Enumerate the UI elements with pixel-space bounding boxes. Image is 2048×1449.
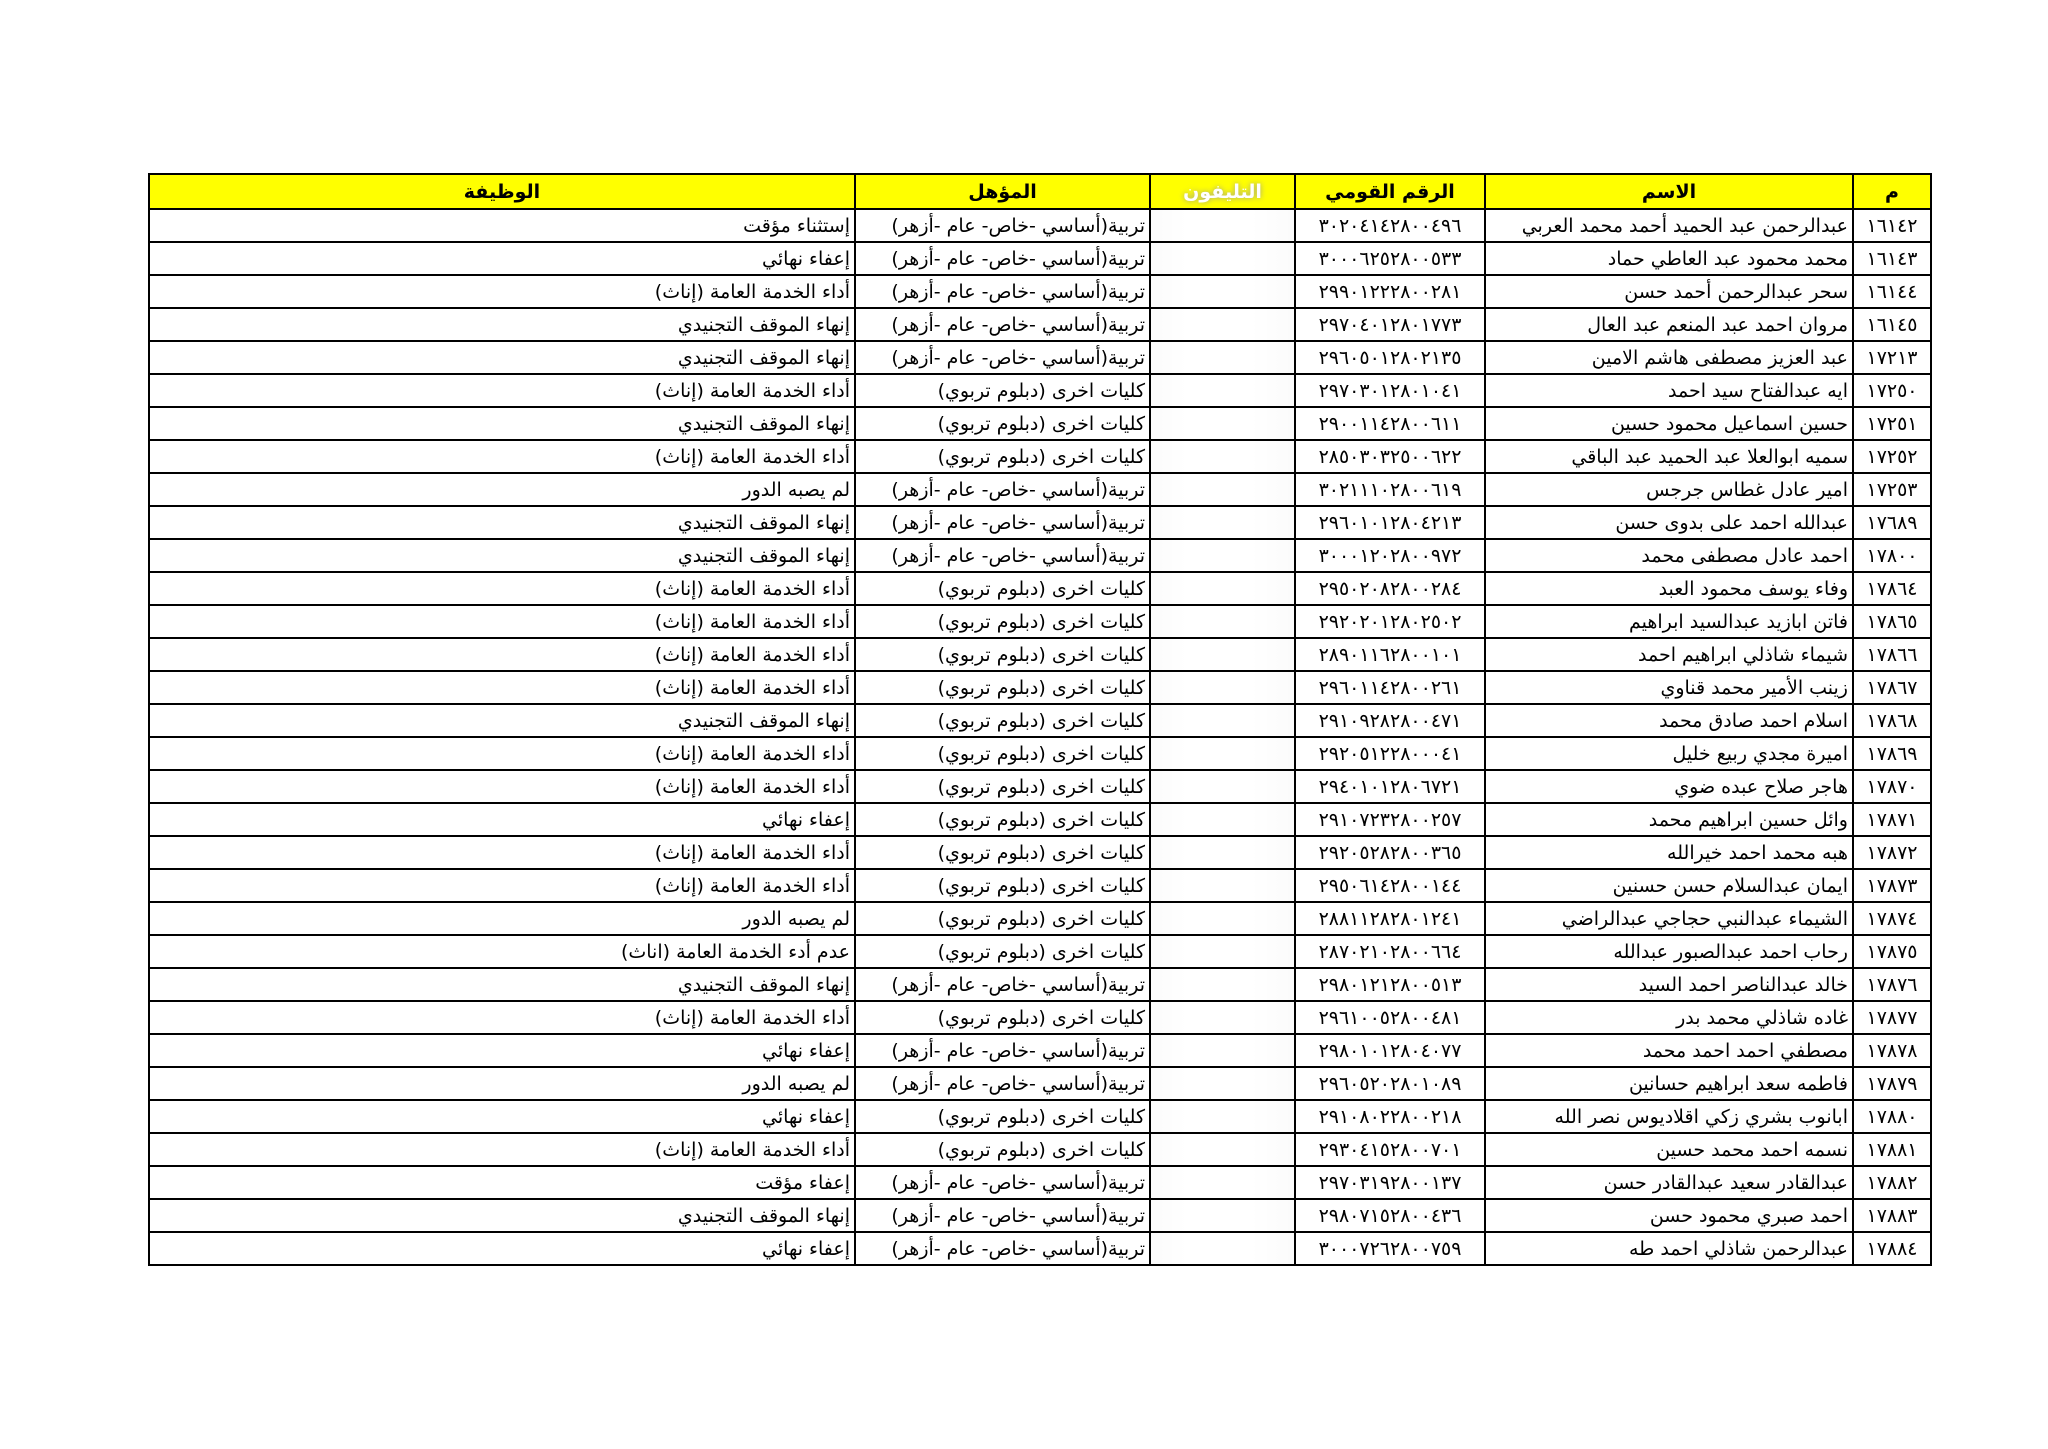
redaction-mask: [1151, 375, 1294, 406]
cell-phone-redacted: [1150, 605, 1295, 638]
redaction-mask: [1151, 738, 1294, 769]
table-row: [149, 1067, 1931, 1100]
cell-national-id: ٢٩٦٠٥٠١٢٨٠٢١٣٥: [1295, 341, 1485, 374]
redaction-mask: [1151, 1101, 1294, 1132]
cell-job: إنهاء الموقف التجنيدي: [149, 407, 855, 440]
cell-name: ابانوب بشري زكي اقلاديوس نصر الله: [1485, 1100, 1853, 1133]
cell-index: ١٧٨٧٨: [1853, 1034, 1931, 1067]
table-row: [149, 869, 1931, 902]
redaction-mask: [1151, 936, 1294, 967]
cell-job: إنهاء الموقف التجنيدي: [149, 968, 855, 1001]
cell-national-id: ٢٩٤٠١٠١٢٨٠٦٧٢١: [1295, 770, 1485, 803]
table-row: [149, 407, 1931, 440]
cell-national-id: ٢٩٨٠١٠١٢٨٠٤٠٧٧: [1295, 1034, 1485, 1067]
cell-job: أداء الخدمة العامة (إناث): [149, 770, 855, 803]
redaction-mask: [1151, 1233, 1294, 1264]
cell-job: لم يصبه الدور: [149, 1067, 855, 1100]
cell-name: فاتن ابازيد عبدالسيد ابراهيم: [1485, 605, 1853, 638]
redaction-mask: [1151, 672, 1294, 703]
col-header-national-id: الرقم القومي: [1295, 174, 1485, 209]
cell-phone-redacted: [1150, 902, 1295, 935]
redaction-mask: [1151, 1035, 1294, 1066]
col-header-phone: [1150, 174, 1295, 209]
cell-phone-redacted: [1150, 1199, 1295, 1232]
table-row: [149, 506, 1931, 539]
cell-index: ١٧٨٧٥: [1853, 935, 1931, 968]
cell-phone-redacted: [1150, 440, 1295, 473]
cell-name: مصطفي احمد احمد محمد: [1485, 1034, 1853, 1067]
cell-job: عدم أدء الخدمة العامة (اناث): [149, 935, 855, 968]
cell-national-id: ٢٩٦٠١٠١٢٨٠٤٢١٣: [1295, 506, 1485, 539]
cell-qualification: تربية(أساسي -خاص- عام -أزهر): [855, 209, 1150, 242]
cell-name: ايمان عبدالسلام حسن حسنين: [1485, 869, 1853, 902]
cell-name: وفاء يوسف محمود العبد: [1485, 572, 1853, 605]
cell-phone-redacted: [1150, 209, 1295, 242]
cell-name: الشيماء عبدالنبي حجاجي عبدالراضي: [1485, 902, 1853, 935]
cell-index: ١٧٨٧٦: [1853, 968, 1931, 1001]
cell-index: ١٧٨٦٧: [1853, 671, 1931, 704]
cell-name: احمد صبري محمود حسن: [1485, 1199, 1853, 1232]
cell-job: أداء الخدمة العامة (إناث): [149, 671, 855, 704]
cell-job: أداء الخدمة العامة (إناث): [149, 275, 855, 308]
redaction-mask: [1151, 1002, 1294, 1033]
cell-index: ١٧٨٧٢: [1853, 836, 1931, 869]
redaction-mask: [1151, 1167, 1294, 1198]
table-row: [149, 341, 1931, 374]
cell-national-id: ٢٩٨٠١٢١٢٨٠٠٥١٣: [1295, 968, 1485, 1001]
cell-name: محمد محمود عبد العاطي حماد: [1485, 242, 1853, 275]
cell-job: إعفاء نهائي: [149, 242, 855, 275]
cell-phone-redacted: [1150, 836, 1295, 869]
cell-national-id: ٢٩٣٠٤١٥٢٨٠٠٧٠١: [1295, 1133, 1485, 1166]
cell-qualification: تربية(أساسي -خاص- عام -أزهر): [855, 539, 1150, 572]
cell-job: أداء الخدمة العامة (إناث): [149, 638, 855, 671]
cell-national-id: ٢٩٢٠٥١٢٢٨٠٠٠٤١: [1295, 737, 1485, 770]
cell-name: غاده شاذلي محمد بدر: [1485, 1001, 1853, 1034]
cell-qualification: كليات اخرى (دبلوم تربوي): [855, 1100, 1150, 1133]
redaction-mask: [1151, 309, 1294, 340]
table-row: [149, 638, 1931, 671]
cell-job: إنهاء الموقف التجنيدي: [149, 704, 855, 737]
phone-header-label: التليفون: [1183, 180, 1262, 203]
cell-qualification: كليات اخرى (دبلوم تربوي): [855, 869, 1150, 902]
cell-national-id: ٣٠٠٠٧٢٦٢٨٠٠٧٥٩: [1295, 1232, 1485, 1265]
redaction-mask: [1151, 408, 1294, 439]
cell-national-id: ٢٩١٠٧٢٣٢٨٠٠٢٥٧: [1295, 803, 1485, 836]
cell-index: ١٧٨٧٧: [1853, 1001, 1931, 1034]
cell-qualification: تربية(أساسي -خاص- عام -أزهر): [855, 473, 1150, 506]
cell-index: ١٧٨٧٠: [1853, 770, 1931, 803]
cell-national-id: ٢٨٧٠٢١٠٢٨٠٠٦٦٤: [1295, 935, 1485, 968]
cell-national-id: ٣٠٢٠٤١٤٢٨٠٠٤٩٦: [1295, 209, 1485, 242]
records-table: [148, 173, 1932, 1266]
redaction-mask: [1151, 573, 1294, 604]
cell-national-id: ٢٩٧٠٣٠١٢٨٠١٠٤١: [1295, 374, 1485, 407]
cell-job: إعفاء نهائي: [149, 803, 855, 836]
cell-qualification: تربية(أساسي -خاص- عام -أزهر): [855, 308, 1150, 341]
cell-index: ١٧٢٥٢: [1853, 440, 1931, 473]
redaction-mask: [1151, 441, 1294, 472]
cell-qualification: كليات اخرى (دبلوم تربوي): [855, 704, 1150, 737]
cell-phone-redacted: [1150, 968, 1295, 1001]
table-row: [149, 209, 1931, 242]
cell-qualification: كليات اخرى (دبلوم تربوي): [855, 407, 1150, 440]
cell-qualification: تربية(أساسي -خاص- عام -أزهر): [855, 968, 1150, 1001]
cell-phone-redacted: [1150, 1100, 1295, 1133]
redaction-mask: [1151, 1200, 1294, 1231]
cell-job: لم يصبه الدور: [149, 902, 855, 935]
cell-job: إعفاء نهائي: [149, 1100, 855, 1133]
cell-name: سميه ابوالعلا عبد الحميد عبد الباقي: [1485, 440, 1853, 473]
cell-national-id: ٢٩٢٠٢٠١٢٨٠٢٥٠٢: [1295, 605, 1485, 638]
cell-job: أداء الخدمة العامة (إناث): [149, 440, 855, 473]
cell-name: اسلام احمد صادق محمد: [1485, 704, 1853, 737]
cell-qualification: كليات اخرى (دبلوم تربوي): [855, 638, 1150, 671]
cell-national-id: ٢٩٥٠٢٠٨٢٨٠٠٢٨٤: [1295, 572, 1485, 605]
cell-national-id: ٢٨٨١١٢٨٢٨٠١٢٤١: [1295, 902, 1485, 935]
cell-index: ١٦١٤٤: [1853, 275, 1931, 308]
table-row: [149, 770, 1931, 803]
table-row: [149, 1232, 1931, 1265]
cell-index: ١٦١٤٥: [1853, 308, 1931, 341]
cell-name: خالد عبدالناصر احمد السيد: [1485, 968, 1853, 1001]
table-row: [149, 1100, 1931, 1133]
cell-qualification: كليات اخرى (دبلوم تربوي): [855, 935, 1150, 968]
cell-index: ١٧٢١٣: [1853, 341, 1931, 374]
table-row: [149, 473, 1931, 506]
cell-job: إستثناء مؤقت: [149, 209, 855, 242]
cell-qualification: كليات اخرى (دبلوم تربوي): [855, 737, 1150, 770]
cell-national-id: ٢٩١٠٩٢٨٢٨٠٠٤٧١: [1295, 704, 1485, 737]
cell-job: إنهاء الموقف التجنيدي: [149, 506, 855, 539]
redaction-mask: [1151, 243, 1294, 274]
redaction-mask: [1151, 474, 1294, 505]
cell-name: نسمه احمد محمد حسين: [1485, 1133, 1853, 1166]
cell-national-id: ٢٩٠٠١١٤٢٨٠٠٦١١: [1295, 407, 1485, 440]
cell-job: أداء الخدمة العامة (إناث): [149, 836, 855, 869]
cell-index: ١٧٨٧٤: [1853, 902, 1931, 935]
cell-index: ١٧٢٥١: [1853, 407, 1931, 440]
cell-job: أداء الخدمة العامة (إناث): [149, 605, 855, 638]
cell-phone-redacted: [1150, 1067, 1295, 1100]
cell-qualification: كليات اخرى (دبلوم تربوي): [855, 770, 1150, 803]
cell-index: ١٧٨٠٠: [1853, 539, 1931, 572]
cell-phone-redacted: [1150, 737, 1295, 770]
table-row: [149, 704, 1931, 737]
cell-index: ١٧٨٧١: [1853, 803, 1931, 836]
cell-name: عبد العزيز مصطفى هاشم الامين: [1485, 341, 1853, 374]
cell-job: إعفاء نهائي: [149, 1232, 855, 1265]
cell-job: لم يصبه الدور: [149, 473, 855, 506]
cell-name: ايه عبدالفتاح سيد احمد: [1485, 374, 1853, 407]
cell-index: ١٧٨٦٩: [1853, 737, 1931, 770]
redaction-mask: [1151, 969, 1294, 1000]
cell-qualification: تربية(أساسي -خاص- عام -أزهر): [855, 1034, 1150, 1067]
col-header-index: م: [1853, 174, 1931, 209]
cell-job: أداء الخدمة العامة (إناث): [149, 572, 855, 605]
cell-phone-redacted: [1150, 1166, 1295, 1199]
cell-job: إنهاء الموقف التجنيدي: [149, 1199, 855, 1232]
cell-job: إنهاء الموقف التجنيدي: [149, 539, 855, 572]
table-row: [149, 1001, 1931, 1034]
cell-phone-redacted: [1150, 1232, 1295, 1265]
cell-index: ١٧٨٦٥: [1853, 605, 1931, 638]
cell-name: سحر عبدالرحمن أحمد حسن: [1485, 275, 1853, 308]
cell-job: أداء الخدمة العامة (إناث): [149, 1133, 855, 1166]
cell-name: زينب الأمير محمد قناوي: [1485, 671, 1853, 704]
table-row: [149, 836, 1931, 869]
cell-qualification: كليات اخرى (دبلوم تربوي): [855, 803, 1150, 836]
table-body: [149, 209, 1931, 1265]
cell-qualification: كليات اخرى (دبلوم تربوي): [855, 572, 1150, 605]
cell-index: ١٧٨٦٦: [1853, 638, 1931, 671]
cell-index: ١٦١٤٣: [1853, 242, 1931, 275]
cell-national-id: ٣٠٠٠٦٢٥٢٨٠٠٥٣٣: [1295, 242, 1485, 275]
table-row: [149, 1034, 1931, 1067]
table-row: [149, 935, 1931, 968]
cell-national-id: ٢٩٦٠١١٤٢٨٠٠٢٦١: [1295, 671, 1485, 704]
table-row: [149, 671, 1931, 704]
cell-qualification: كليات اخرى (دبلوم تربوي): [855, 605, 1150, 638]
cell-index: ١٧٨٨٢: [1853, 1166, 1931, 1199]
cell-national-id: ٣٠٠٠١٢٠٢٨٠٠٩٧٢: [1295, 539, 1485, 572]
header-row: [149, 174, 1931, 209]
cell-name: عبدالرحمن شاذلي احمد طه: [1485, 1232, 1853, 1265]
cell-qualification: تربية(أساسي -خاص- عام -أزهر): [855, 1067, 1150, 1100]
cell-qualification: تربية(أساسي -خاص- عام -أزهر): [855, 1232, 1150, 1265]
cell-name: فاطمه سعد ابراهيم حسانين: [1485, 1067, 1853, 1100]
table-row: [149, 1166, 1931, 1199]
cell-index: ١٧٢٥٣: [1853, 473, 1931, 506]
cell-phone-redacted: [1150, 803, 1295, 836]
redaction-mask: [1151, 837, 1294, 868]
cell-qualification: كليات اخرى (دبلوم تربوي): [855, 1133, 1150, 1166]
cell-name: احمد عادل مصطفى محمد: [1485, 539, 1853, 572]
cell-phone-redacted: [1150, 407, 1295, 440]
cell-national-id: ٢٩٦٠٥٢٠٢٨٠١٠٨٩: [1295, 1067, 1485, 1100]
cell-index: ١٧٨٦٨: [1853, 704, 1931, 737]
table-row: [149, 242, 1931, 275]
cell-qualification: كليات اخرى (دبلوم تربوي): [855, 836, 1150, 869]
cell-index: ١٧٨٦٤: [1853, 572, 1931, 605]
table-row: [149, 539, 1931, 572]
cell-qualification: تربية(أساسي -خاص- عام -أزهر): [855, 1199, 1150, 1232]
table-row: [149, 440, 1931, 473]
cell-job: أداء الخدمة العامة (إناث): [149, 374, 855, 407]
cell-national-id: ٣٠٢١١١٠٢٨٠٠٦١٩: [1295, 473, 1485, 506]
table-row: [149, 308, 1931, 341]
table-row: [149, 803, 1931, 836]
cell-phone-redacted: [1150, 935, 1295, 968]
cell-phone-redacted: [1150, 308, 1295, 341]
cell-job: أداء الخدمة العامة (إناث): [149, 1001, 855, 1034]
cell-phone-redacted: [1150, 1001, 1295, 1034]
table-row: [149, 374, 1931, 407]
cell-phone-redacted: [1150, 704, 1295, 737]
redaction-mask: [1151, 1068, 1294, 1099]
table-row: [149, 605, 1931, 638]
cell-qualification: تربية(أساسي -خاص- عام -أزهر): [855, 341, 1150, 374]
redaction-mask: [1151, 1134, 1294, 1165]
cell-phone-redacted: [1150, 572, 1295, 605]
cell-qualification: كليات اخرى (دبلوم تربوي): [855, 902, 1150, 935]
cell-name: رحاب احمد عبدالصبور عبدالله: [1485, 935, 1853, 968]
cell-index: ١٧٨٧٣: [1853, 869, 1931, 902]
cell-qualification: تربية(أساسي -خاص- عام -أزهر): [855, 242, 1150, 275]
col-header-name: الاسم: [1485, 174, 1853, 209]
cell-phone-redacted: [1150, 275, 1295, 308]
cell-qualification: كليات اخرى (دبلوم تربوي): [855, 1001, 1150, 1034]
col-header-qualification: المؤهل: [855, 174, 1150, 209]
redaction-mask: [1151, 771, 1294, 802]
cell-job: إنهاء الموقف التجنيدي: [149, 341, 855, 374]
table-row: [149, 902, 1931, 935]
cell-index: ١٧٦٨٩: [1853, 506, 1931, 539]
cell-qualification: تربية(أساسي -خاص- عام -أزهر): [855, 275, 1150, 308]
cell-national-id: ٢٩٥٠٦١٤٢٨٠٠١٤٤: [1295, 869, 1485, 902]
cell-job: إعفاء نهائي: [149, 1034, 855, 1067]
cell-phone-redacted: [1150, 770, 1295, 803]
cell-name: حسين اسماعيل محمود حسين: [1485, 407, 1853, 440]
cell-phone-redacted: [1150, 374, 1295, 407]
table-row: [149, 737, 1931, 770]
cell-name: هاجر صلاح عبده ضوي: [1485, 770, 1853, 803]
cell-national-id: ٢٩٧٠٣١٩٢٨٠٠١٣٧: [1295, 1166, 1485, 1199]
redaction-mask: [1151, 276, 1294, 307]
cell-phone-redacted: [1150, 341, 1295, 374]
col-header-job: الوظيفة: [149, 174, 855, 209]
cell-index: ١٧٨٧٩: [1853, 1067, 1931, 1100]
cell-name: عبدالقادر سعيد عبدالقادر حسن: [1485, 1166, 1853, 1199]
cell-national-id: ٢٩٢٠٥٢٨٢٨٠٠٣٦٥: [1295, 836, 1485, 869]
redaction-mask: [1151, 639, 1294, 670]
cell-national-id: ٢٨٥٠٣٠٣٢٥٠٠٦٢٢: [1295, 440, 1485, 473]
cell-name: عبدالرحمن عبد الحميد أحمد محمد العربي: [1485, 209, 1853, 242]
cell-phone-redacted: [1150, 506, 1295, 539]
cell-index: ١٧٨٨١: [1853, 1133, 1931, 1166]
redaction-mask: [1151, 342, 1294, 373]
cell-national-id: ٢٩٦١٠٠٥٢٨٠٠٤٨١: [1295, 1001, 1485, 1034]
cell-qualification: تربية(أساسي -خاص- عام -أزهر): [855, 1166, 1150, 1199]
cell-index: ١٧٨٨٠: [1853, 1100, 1931, 1133]
redaction-mask: [1151, 705, 1294, 736]
cell-name: اميرة مجدي ربيع خليل: [1485, 737, 1853, 770]
redaction-mask: [1151, 540, 1294, 571]
cell-phone-redacted: [1150, 1034, 1295, 1067]
cell-phone-redacted: [1150, 671, 1295, 704]
cell-job: إنهاء الموقف التجنيدي: [149, 308, 855, 341]
redaction-mask: [1151, 870, 1294, 901]
cell-index: ١٦١٤٢: [1853, 209, 1931, 242]
redaction-mask: [1151, 507, 1294, 538]
cell-name: شيماء شاذلي ابراهيم احمد: [1485, 638, 1853, 671]
cell-qualification: كليات اخرى (دبلوم تربوي): [855, 374, 1150, 407]
cell-phone-redacted: [1150, 539, 1295, 572]
cell-job: إعفاء مؤقت: [149, 1166, 855, 1199]
cell-job: أداء الخدمة العامة (إناث): [149, 869, 855, 902]
cell-name: وائل حسين ابراهيم محمد: [1485, 803, 1853, 836]
redaction-mask: [1151, 210, 1294, 241]
cell-national-id: ٢٩٩٠١٢٢٢٨٠٠٢٨١: [1295, 275, 1485, 308]
cell-national-id: ٢٩١٠٨٠٢٢٨٠٠٢١٨: [1295, 1100, 1485, 1133]
cell-phone-redacted: [1150, 869, 1295, 902]
cell-phone-redacted: [1150, 242, 1295, 275]
cell-index: ١٧٨٨٤: [1853, 1232, 1931, 1265]
cell-qualification: كليات اخرى (دبلوم تربوي): [855, 440, 1150, 473]
cell-index: ١٧٨٨٣: [1853, 1199, 1931, 1232]
table-row: [149, 275, 1931, 308]
cell-job: أداء الخدمة العامة (إناث): [149, 737, 855, 770]
cell-qualification: تربية(أساسي -خاص- عام -أزهر): [855, 506, 1150, 539]
cell-index: ١٧٢٥٠: [1853, 374, 1931, 407]
redaction-mask: [1151, 804, 1294, 835]
cell-name: هبه محمد احمد خيرالله: [1485, 836, 1853, 869]
cell-name: عبدالله احمد على بدوى حسن: [1485, 506, 1853, 539]
cell-name: امير عادل غطاس جرجس: [1485, 473, 1853, 506]
table-row: [149, 968, 1931, 1001]
cell-name: مروان احمد عبد المنعم عبد العال: [1485, 308, 1853, 341]
cell-national-id: ٢٩٧٠٤٠١٢٨٠١٧٧٣: [1295, 308, 1485, 341]
table-row: [149, 1199, 1931, 1232]
cell-national-id: ٢٨٩٠١١٦٢٨٠٠١٠١: [1295, 638, 1485, 671]
table-row: [149, 1133, 1931, 1166]
redaction-mask: [1151, 606, 1294, 637]
cell-national-id: ٢٩٨٠٧١٥٢٨٠٠٤٣٦: [1295, 1199, 1485, 1232]
table-row: [149, 572, 1931, 605]
cell-phone-redacted: [1150, 473, 1295, 506]
cell-phone-redacted: [1150, 1133, 1295, 1166]
cell-phone-redacted: [1150, 638, 1295, 671]
redaction-mask: [1151, 903, 1294, 934]
cell-qualification: كليات اخرى (دبلوم تربوي): [855, 671, 1150, 704]
